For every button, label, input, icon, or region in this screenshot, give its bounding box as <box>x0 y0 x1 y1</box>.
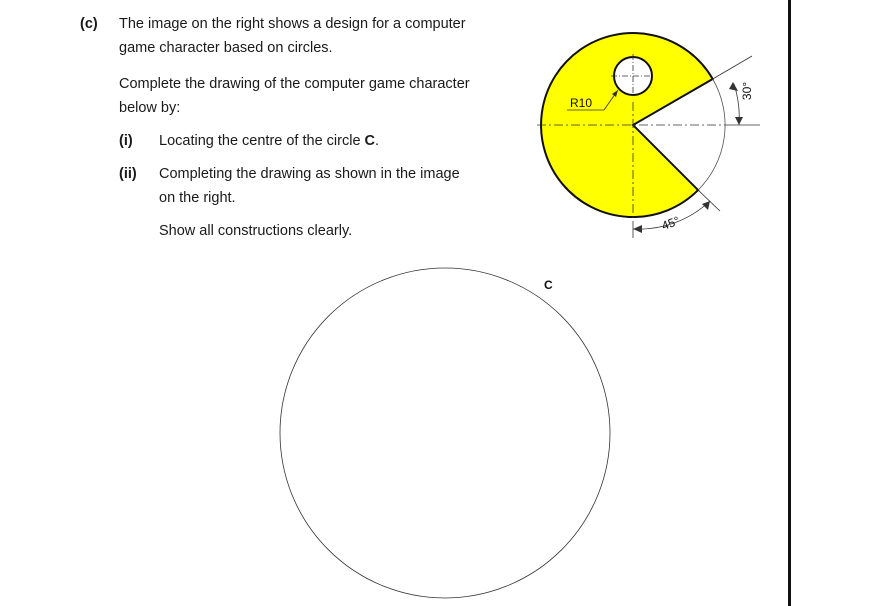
answer-area <box>280 268 610 598</box>
circle-c-reference: C <box>364 133 376 149</box>
step-ii-text-line-2: on the right. <box>159 190 236 206</box>
radius-label: R10 <box>570 96 593 110</box>
step-ii-text-line-1: Completing the drawing as shown in the image <box>159 166 460 182</box>
question-part-label: (c) <box>80 16 98 32</box>
angle-30-label: 30° <box>740 81 754 101</box>
answer-circle <box>280 268 610 598</box>
point-c-label: C <box>544 278 553 292</box>
intro-line-2: game character based on circles. <box>119 40 333 56</box>
step-ii-number: (ii) <box>119 166 137 182</box>
task-line-1: Complete the drawing of the computer game character <box>119 76 470 92</box>
example-mouth-arc-outline <box>698 79 725 190</box>
example-design <box>537 33 760 238</box>
intro-line-1: The image on the right shows a design for a computer <box>119 16 466 32</box>
construction-note: Show all constructions clearly. <box>159 223 353 239</box>
angle-45-label: 45° <box>659 213 682 233</box>
task-line-2: below by: <box>119 100 181 116</box>
step-i-number: (i) <box>119 133 133 149</box>
step-i-text: Locating the centre of the circle C. <box>159 133 380 149</box>
